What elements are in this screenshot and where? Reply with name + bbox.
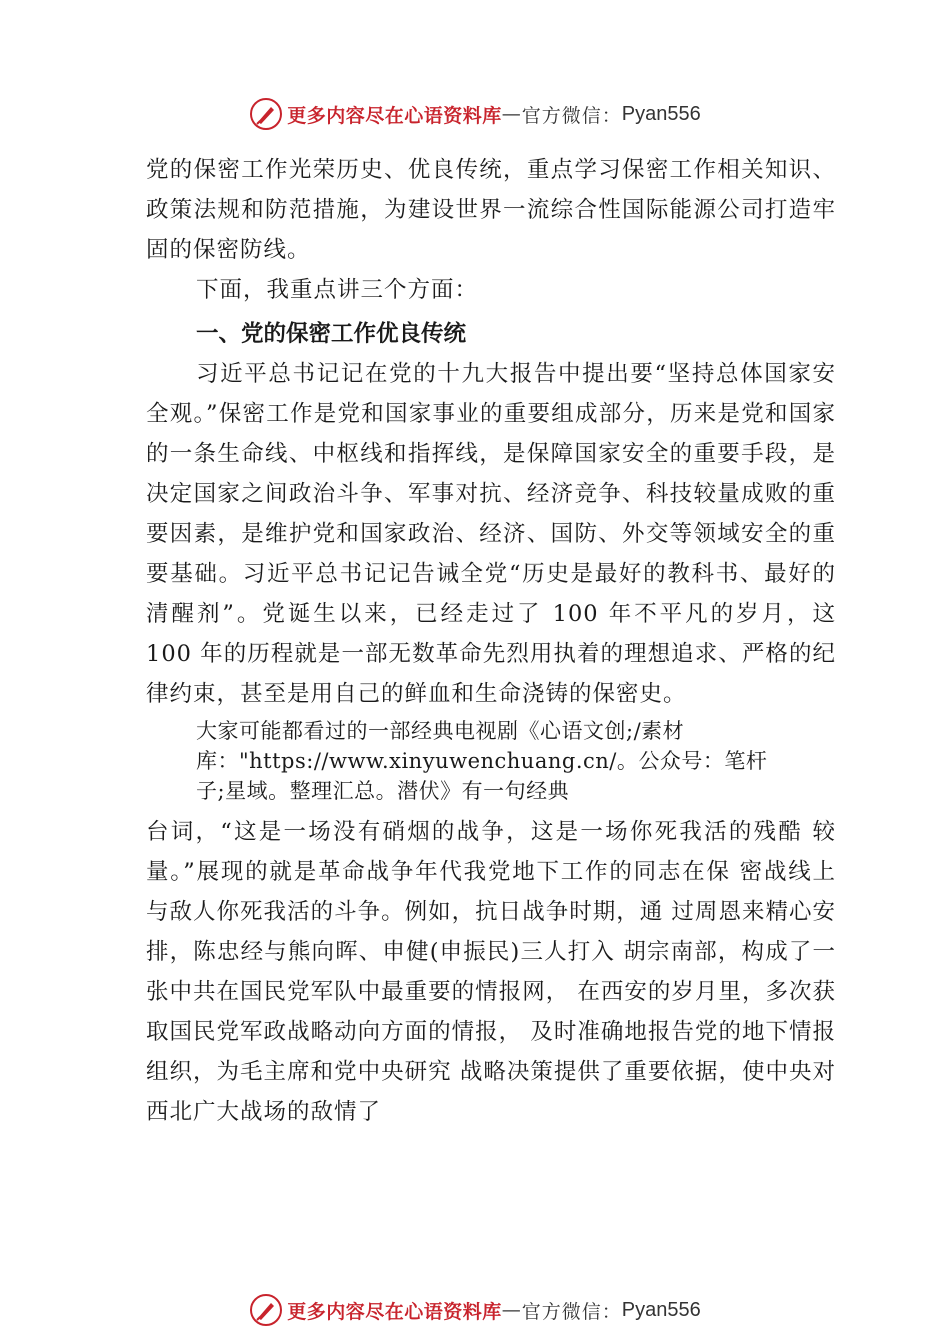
banner-dash: — bbox=[501, 103, 522, 125]
paragraph-intro: 党的保密工作光荣历史、优良传统，重点学习保密工作相关知识、政策法规和防范措施，为建设世界一流综合性国际能源公司打造牢固的保密防线。 bbox=[146, 157, 836, 263]
quill-pen-icon bbox=[249, 1293, 283, 1327]
banner-red-text: 更多内容尽在心语资料库 bbox=[287, 104, 502, 127]
tv-series-line-1: 大家可能都看过的一部经典电视剧《心语文创;/素材 bbox=[196, 719, 685, 743]
paragraph-tv-series bbox=[196, 716, 836, 806]
header-banner bbox=[0, 94, 950, 134]
banner-wechat-label: 官方微信： bbox=[521, 104, 622, 127]
banner-dash: — bbox=[501, 1299, 522, 1321]
banner-red-text: 更多内容尽在心语资料库 bbox=[287, 1300, 502, 1323]
banner-wechat-id: Pyan556 bbox=[621, 102, 701, 125]
document-body bbox=[146, 150, 836, 1132]
tv-series-line-3: 子;星域。整理汇总。潜伏》有一句经典 bbox=[196, 779, 570, 803]
paragraph-overview: 下面，我重点讲三个方面： bbox=[196, 277, 479, 303]
section-heading: 一、党的保密工作优良传统 bbox=[196, 321, 467, 347]
tv-series-line-2: 库："https://www.xinyuwenchuang.cn/。公众号：笔杆 bbox=[196, 749, 768, 773]
paragraph-tradition: 习近平总书记记在党的十九大报告中提出要“坚持总体国家安全观。”保密工作是党和国家事业的重要组成部分，历来是党和国家的一条生命线、中枢线和指挥线，是保障国家安全的重要手段，是决定国家之间政治斗争、军事对抗、经济竞争、科技较量成败的重要因素，是维护党和国家政治、经济、国防、外交等领域安全的重要基础。习近平总书记记告诫全党“历史是最好的教科书、最好的清醒剂”。党诞生以来，已经走过了 100 年不平凡的岁月，这 100 年的历程就是一部无数革命先烈用执着的理想追求、严格的纪律约束，甚至是用自己的鲜血和生命浇铸的保密史。 bbox=[146, 361, 836, 707]
paragraph-quote: 台词，“这是一场没有硝烟的战争，这是一场你死我活的残酷 较量。”展现的就是革命战争年代我党地下工作的同志在保 密战线上与敌人你死我活的斗争。例如，抗日战争时期，通 过周恩来精心安排，陈忠经与熊向晖、申健(申振民)三人打入 胡宗南部，构成了一张中共在国民党军队中最重要的情报网， 在西安的岁月里，多次获取国民党军政战略动向方面的情报， 及时准确地报告党的地下情报组织，为毛主席和党中央研究 战略决策提供了重要依据，使中央对西北广大战场的敌情了 bbox=[146, 819, 836, 1125]
banner-wechat-id: Pyan556 bbox=[621, 1298, 701, 1321]
banner-wechat-label: 官方微信： bbox=[521, 1300, 622, 1323]
quill-pen-icon bbox=[249, 97, 283, 131]
footer-banner bbox=[0, 1290, 950, 1330]
